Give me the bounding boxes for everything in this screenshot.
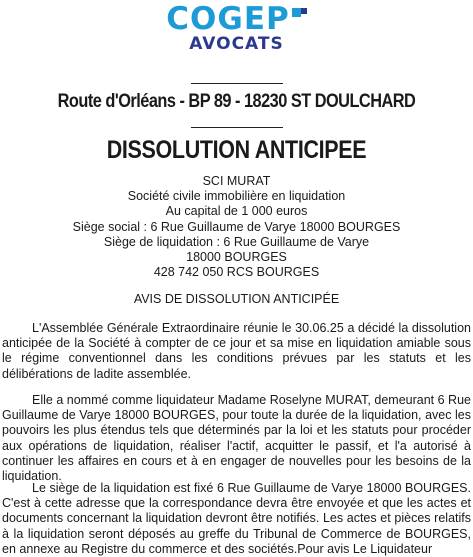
logo-subtitle: AVOCATS [189,34,284,54]
logo-word: COGEP [166,1,290,37]
notice-heading: DISSOLUTION ANTICIPEE [106,136,367,164]
company-line: 428 742 050 RCS BOURGES [153,265,320,280]
cogep-logo [0,1,473,54]
company-line: Siège social : 6 Rue Guillaume de Varye 18000 BOURGES [72,219,401,234]
top-divider [191,83,283,84]
company-line: 18000 BOURGES [186,250,287,265]
paragraph-assembly: L'Assemblée Générale Extraordinaire réunie le 30.06.25 a décidé la dissolution anticipée de la Société à compter de ce jour et sa mise en liquidation amiable sous le régime conventionnel dans les conditions prévues par les statuts et les délibérations de ladite assemblée. [2,321,471,381]
company-line: Société civile immobilière en liquidation [127,189,346,204]
logo-wordmark [166,1,306,37]
paragraph-liquidator: Elle a nommé comme liquidateur Madame Roselyne MURAT, demeurant 6 Rue Guillaume de Varye 18000 BOURGES, pour toute la durée de la liquidation, avec les pouvoirs les plus étendus tels que déterminés par la loi et les statuts pour procéder aux opérations de liquidation, réaliser l'actif, acquitter le passif, et l'a autorisé à continuer les affaires en cours et à en engager de nouvelles pour les besoins de la liquidation. [2,393,471,484]
company-line: SCI MURAT [202,174,271,188]
company-line: Au capital de 1 000 euros [165,204,308,219]
bottom-divider [191,127,283,128]
avis-title: AVIS DE DISSOLUTION ANTICIPÉE [133,292,340,306]
firm-address: Route d'Orléans - BP 89 - 18230 ST DOULCHARD [57,91,416,112]
paragraph-seat: Le siège de la liquidation est fixé 6 Rue Guillaume de Varye 18000 BOURGES. C'est à cette adresse que la correspondance devra être envoyée et que les actes et documents concernant la liquidation devront être notifiés. Les actes et pièces relatifs à la liquidation seront déposés au greffe du Tribunal de Commerce de BOURGES, en annexe au Registre du commerce et des sociétés.Pour avis Le Liquidateur [2,481,471,556]
company-line: Siège de liquidation : 6 Rue Guillaume de Varye [103,234,370,249]
company-block [0,174,473,280]
logo-square-icon [292,8,307,23]
